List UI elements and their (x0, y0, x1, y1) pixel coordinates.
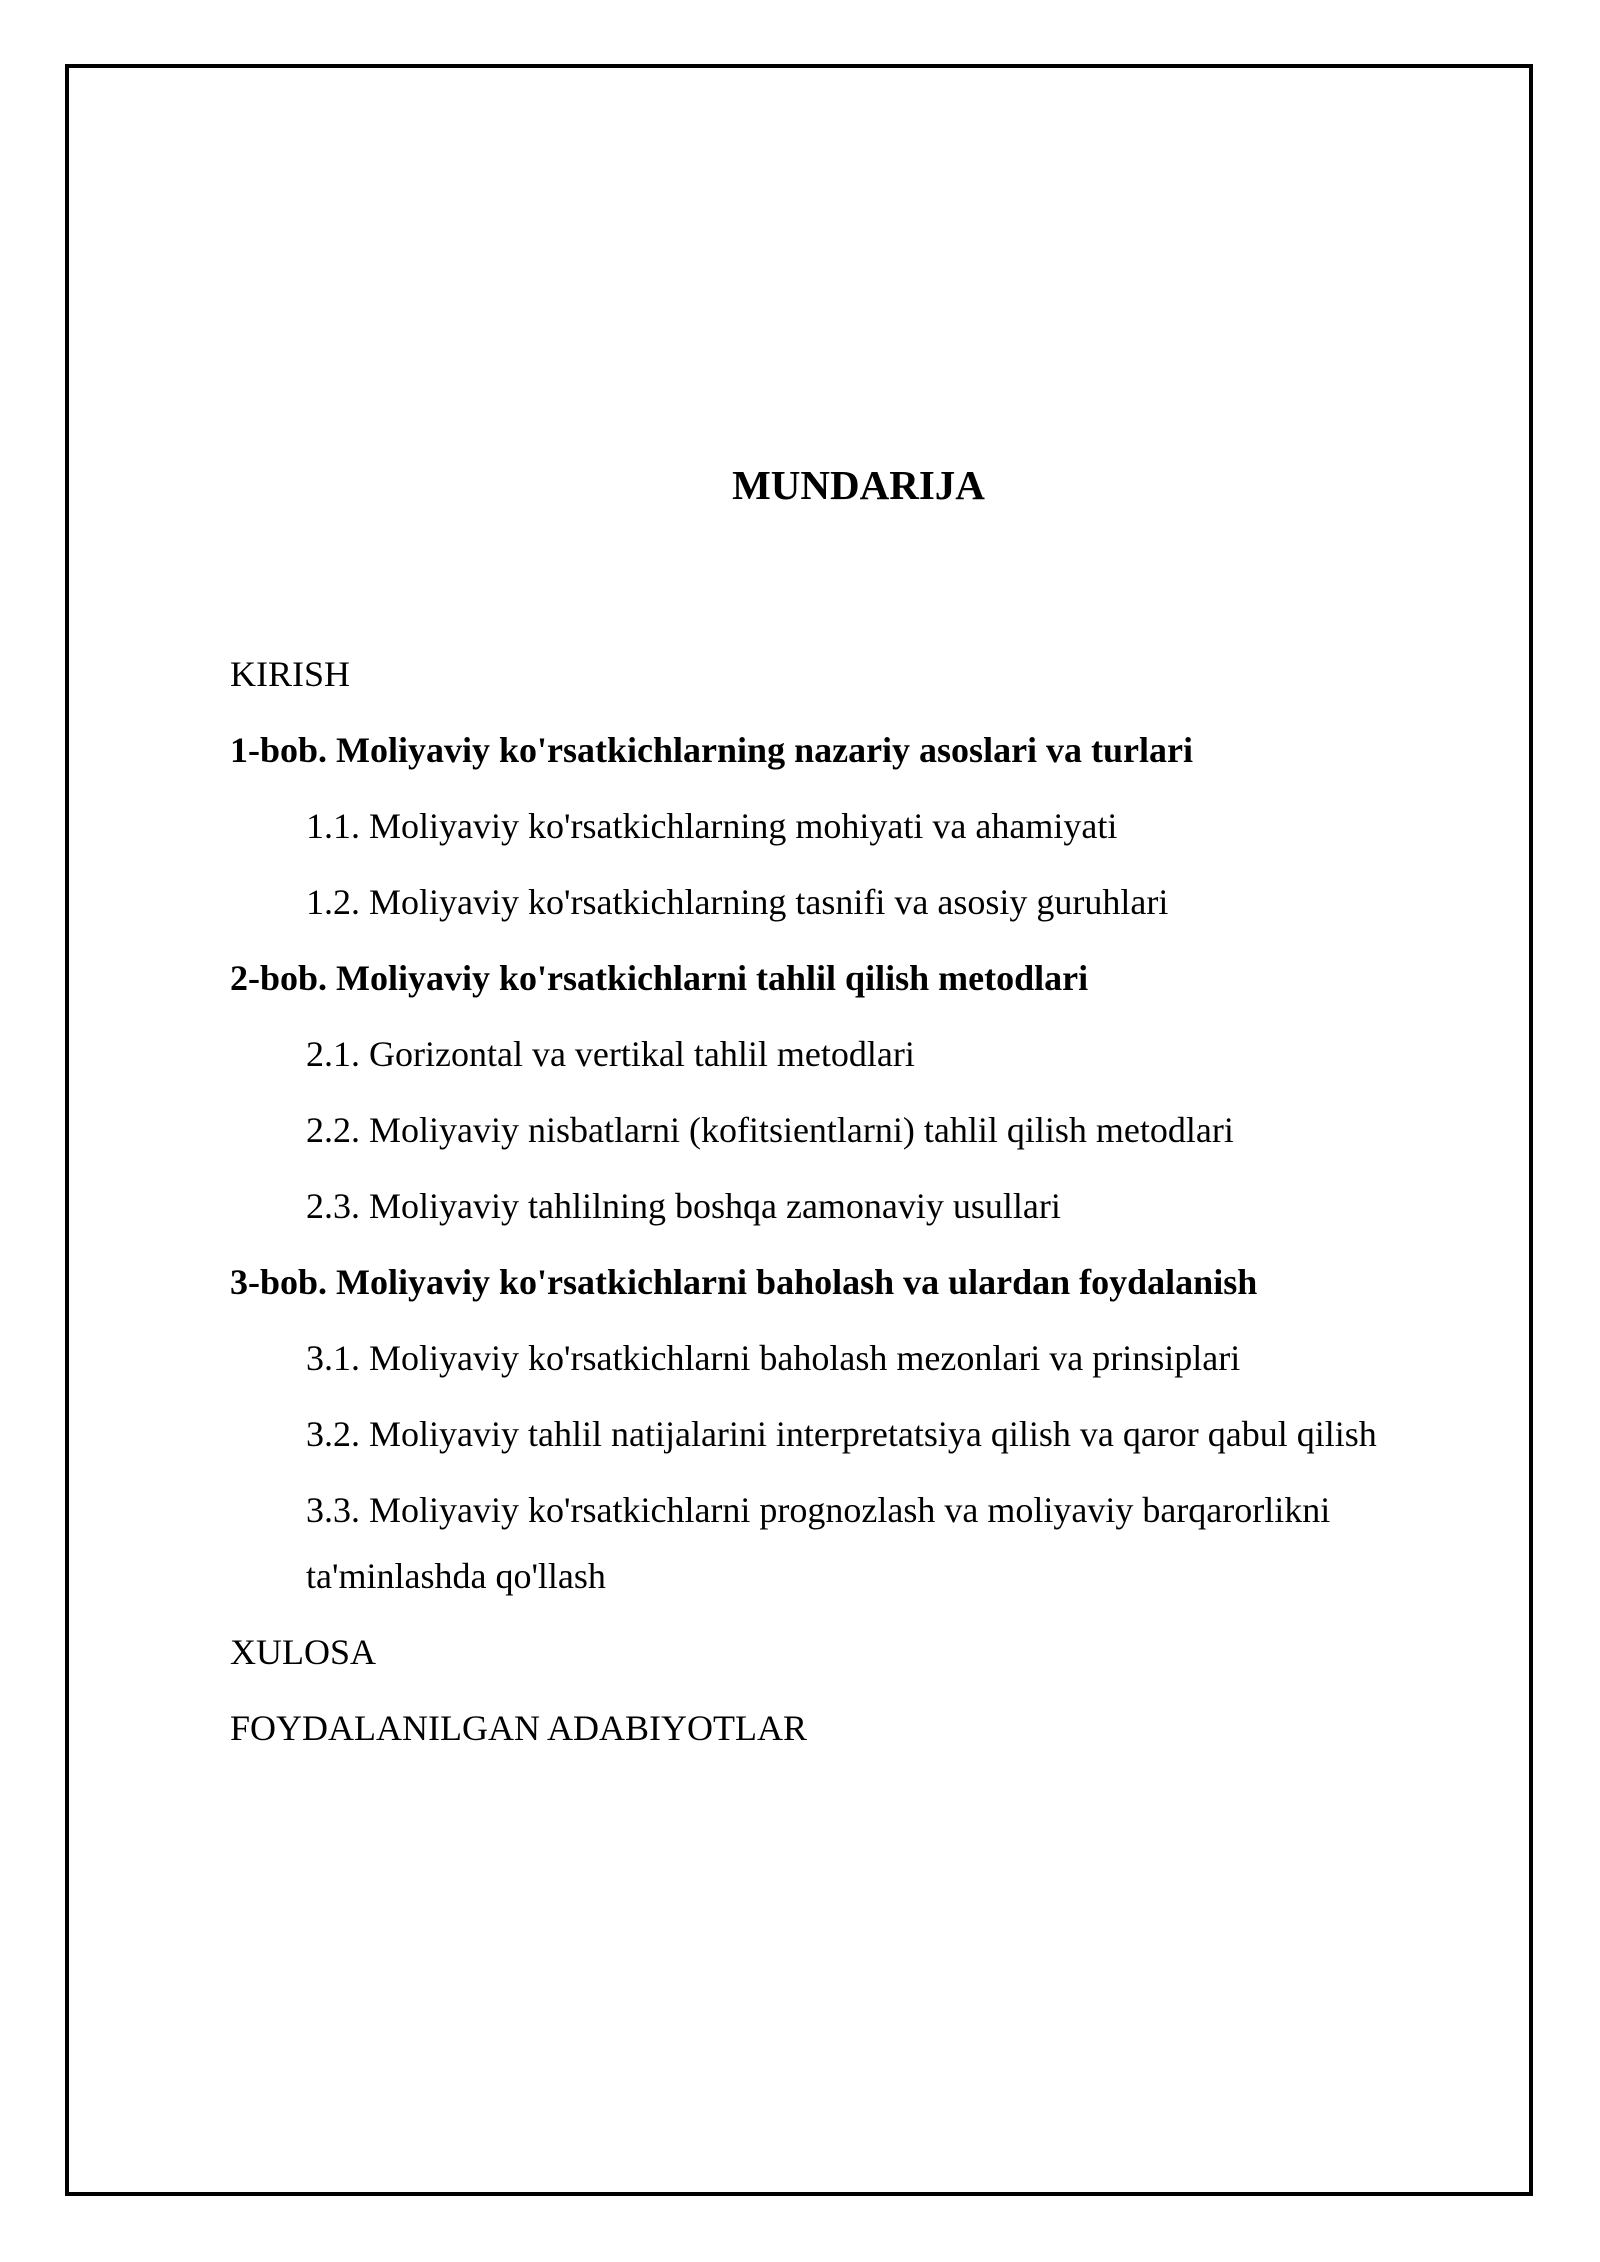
toc-conclusion: XULOSA (230, 1632, 377, 1672)
toc-section-3-2: 3.2. Moliyaviy tahlil natijalarini interpretatsiya qilish va qaror qabul qilish (306, 1414, 1377, 1454)
toc-section-3-3: 3.3. Moliyaviy ko'rsatkichlarni prognozlash va moliyaviy barqarorlikni ta'minlashda qo'llash (306, 1490, 1331, 1596)
toc-references: FOYDALANILGAN ADABIYOTLAR (230, 1708, 807, 1748)
toc-section-1-2: 1.2. Moliyaviy ko'rsatkichlarning tasnifi va asosiy guruhlari (306, 882, 1169, 922)
toc-section-2-3: 2.3. Moliyaviy tahlilning boshqa zamonaviy usullari (306, 1186, 1061, 1226)
toc-section-1-1: 1.1. Moliyaviy ko'rsatkichlarning mohiyati va ahamiyati (306, 806, 1118, 846)
toc-chapter-1: 1-bob. Moliyaviy ko'rsatkichlarning nazariy asoslari va turlari (230, 730, 1194, 770)
toc-chapter-2: 2-bob. Moliyaviy ko'rsatkichlarni tahlil qilish metodlari (230, 958, 1089, 998)
toc-section-2-1: 2.1. Gorizontal va vertikal tahlil metodlari (306, 1034, 915, 1074)
toc-section-3-1: 3.1. Moliyaviy ko'rsatkichlarni baholash mezonlari va prinsiplari (306, 1338, 1241, 1378)
table-of-contents (230, 641, 1460, 1771)
toc-section-2-2: 2.2. Moliyaviy nisbatlarni (kofitsientlarni) tahlil qilish metodlari (306, 1110, 1234, 1150)
toc-intro: KIRISH (230, 654, 351, 694)
page-title: MUNDARIJA (732, 462, 985, 508)
toc-chapter-3: 3-bob. Moliyaviy ko'rsatkichlarni baholash va ulardan foydalanish (230, 1262, 1258, 1302)
